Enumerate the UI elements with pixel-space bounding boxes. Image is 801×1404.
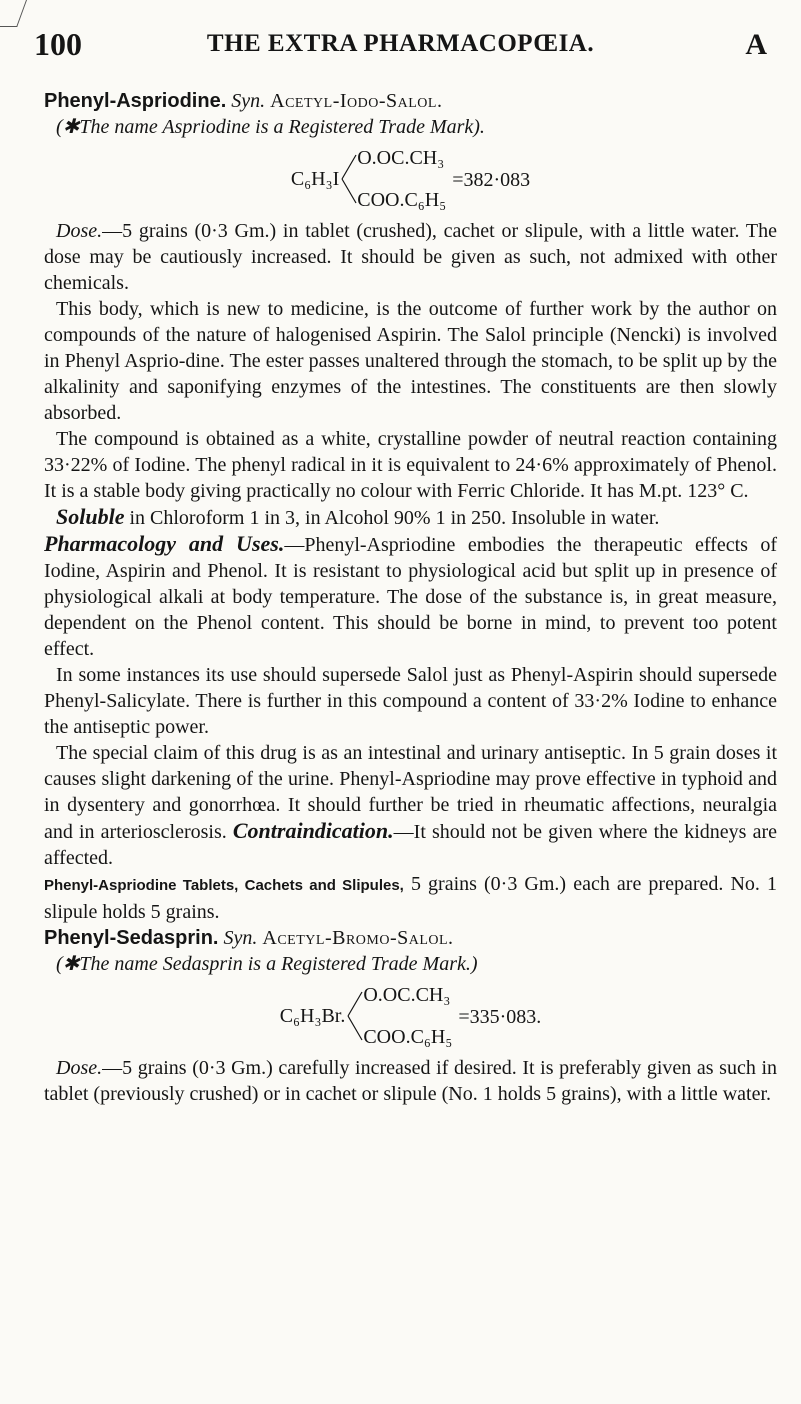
running-header	[34, 26, 767, 66]
use-paragraph: In some instances its use should supersede Salol just as Phenyl-Aspirin should supersede Phenyl-Salicylate. There is further in this compound a content of 33·2% Iodine to enhance the antiseptic power.	[44, 664, 777, 738]
syn2-label: Syn.	[223, 927, 258, 949]
contraindication-text: —It should not be given where the kidneys are affected.	[44, 821, 777, 869]
claim-text: The special claim of this drug is as an intestinal and urinary antiseptic. In 5 grain doses it causes slight darkening of the urine. Phenyl-Aspriodine may prove effective in typhoid and in dysentery and gonorrhœa. It should further be tried in rheumatic affections, neuralgia and in arteriosclerosis.	[44, 742, 777, 843]
page-number: 100	[34, 26, 82, 62]
solubility-paragraph	[44, 504, 777, 531]
formula-bracket	[341, 145, 357, 213]
claim-paragraph	[44, 740, 777, 871]
page-corner-mark	[0, 0, 27, 27]
synonym: Acetyl-Iodo-Salol.	[270, 90, 443, 112]
dose-paragraph-2	[44, 1055, 777, 1107]
formula-base: C₆H₃I	[290, 168, 340, 190]
dose-label: Dose.	[56, 220, 103, 242]
section-letter: A	[745, 28, 767, 61]
dose2-text: —5 grains (0·3 Gm.) carefully increased if desired. It is preferably given as such in tablet (previously crushed) or in cachet or slipule (No. 1 holds 5 grains), with a little water.	[44, 1057, 777, 1105]
dose2-label: Dose.	[56, 1057, 103, 1079]
pharmacology-label: Pharmacology and Uses.	[44, 531, 285, 556]
chemical-formula	[44, 140, 777, 218]
running-title: THE EXTRA PHARMACOPŒIA.	[206, 30, 595, 57]
tablets-label: Phenyl-Aspriodine Tablets, Cachets and Slipules,	[44, 877, 404, 894]
formula2-base: C₆H₃Br.	[279, 1005, 346, 1027]
formula2-top-group: O.OC.CH₃	[363, 984, 451, 1006]
molecular-weight-2: =335·083.	[458, 1006, 542, 1028]
synonym2: Acetyl-Bromo-Salol.	[262, 927, 454, 949]
dose-text: —5 grains (0·3 Gm.) in tablet (crushed), cachet or slipule, with a little water. The dose may be cautiously increased. It should be given as such, not admixed with other chemicals.	[44, 220, 777, 294]
contraindication-label: Contraindication.	[232, 818, 394, 843]
tablets-paragraph	[44, 871, 777, 925]
formula2-branches	[347, 982, 452, 1050]
soluble-text: in Chloroform 1 in 3, in Alcohol 90% 1 in 250. Insoluble in water.	[124, 507, 660, 529]
composition-paragraph: The compound is obtained as a white, crystalline powder of neutral reaction containing 33·22% of Iodine. The phenyl radical in it is equivalent to 24·6% approximately of Phenol. It is a stable body giving practically no colour with Ferric Chloride. It has M.pt. 123° C.	[44, 428, 777, 502]
formula2-bracket	[347, 982, 363, 1050]
chemical-formula-2	[44, 977, 777, 1055]
entry2-heading-line	[44, 925, 777, 951]
description-paragraph: This body, which is new to medicine, is the outcome of further work by the author on compounds of the nature of halogenised Aspirin. The Salol principle (Nencki) is involved in Phenyl Asprio-dine. The ester passes unaltered through the stomach, to be split up by the alkalinity and saponifying enzymes of the intestines. The constituents are then slowly absorbed.	[44, 298, 777, 424]
entry2-heading: Phenyl-Sedasprin.	[44, 927, 219, 949]
pharmacology-paragraph	[44, 531, 777, 662]
page-body	[44, 88, 777, 1107]
formula-top-group: O.OC.CH₃	[357, 147, 445, 169]
formula-bottom-group: COO.C₆H₅	[357, 189, 447, 211]
entry-heading-line	[44, 88, 777, 114]
formula2-bottom-group: COO.C₆H₅	[363, 1026, 453, 1048]
dose-paragraph	[44, 218, 777, 296]
syn-label: Syn.	[231, 90, 266, 112]
trademark-note: (✱The name Aspriodine is a Registered Trade Mark).	[56, 116, 485, 138]
molecular-weight: =382·083	[452, 169, 531, 191]
tablets-text: 5 grains (0·3 Gm.) each are prepared. No. 1 slipule holds 5 grains.	[44, 873, 778, 923]
entry-heading: Phenyl-Aspriodine.	[44, 90, 227, 112]
trademark-note-2: (✱The name Sedasprin is a Registered Trade Mark.)	[56, 953, 478, 975]
pharmacology-text: —Phenyl-Aspriodine embodies the therapeutic effects of Iodine, Aspirin and Phenol. It is resistant to physiological acid but split up in presence of physiological alkali at body temperature. The dose of the substance is, in great measure, dependent on the Phenol content. This should be borne in mind, to prevent too potent effect.	[44, 534, 777, 660]
soluble-label: Soluble	[56, 504, 125, 529]
formula-branches	[341, 145, 446, 213]
